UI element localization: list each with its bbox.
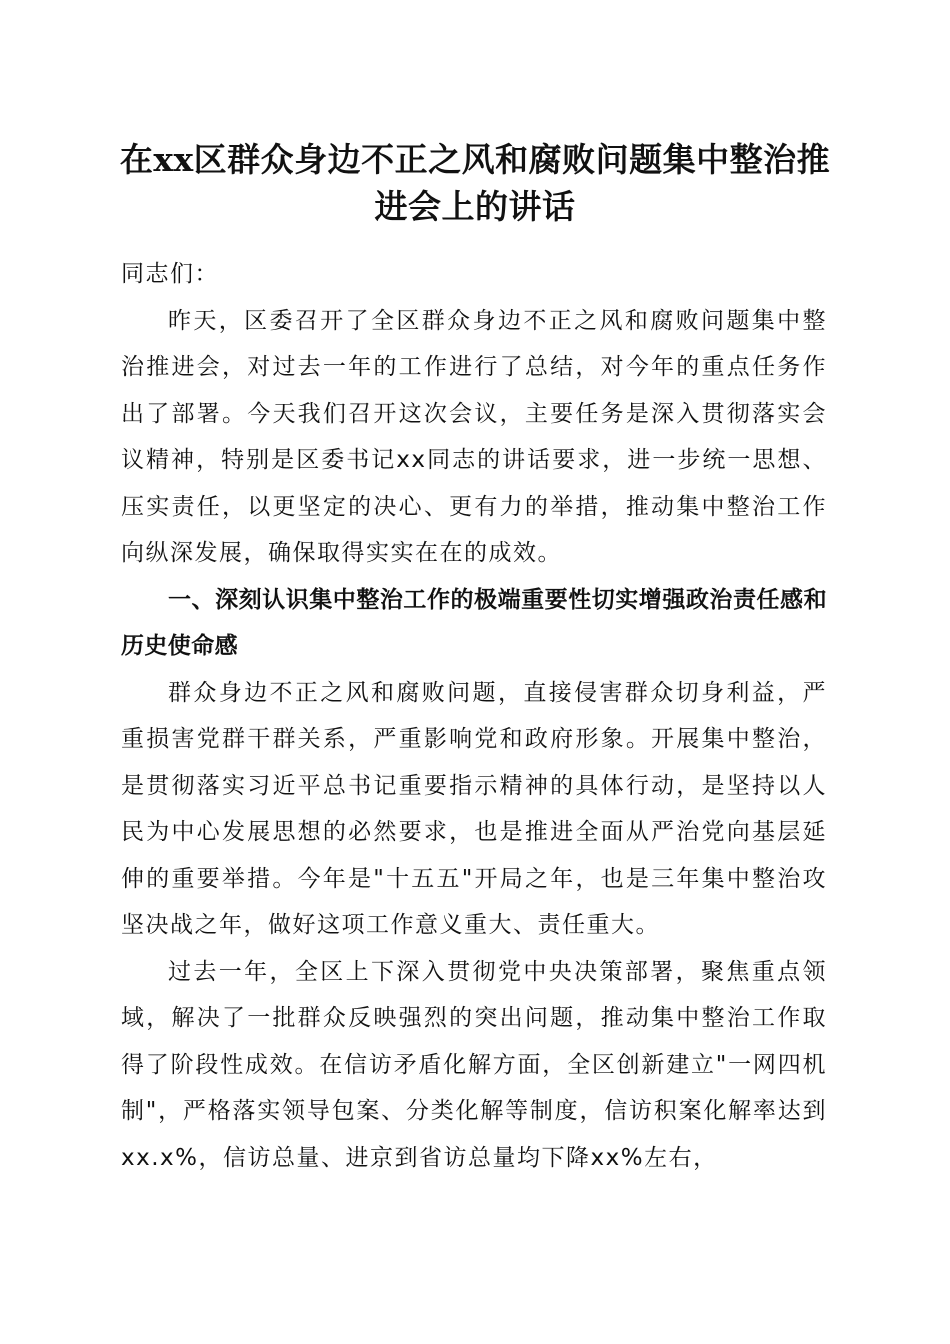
paragraph-intro: 昨天，区委召开了全区群众身边不正之风和腐败问题集中整治推进会，对过去一年的工作进行了总结，对今年的重点任务作出了部署。今天我们召开这次会议，主要任务是深入贯彻落实会议精神，特别是区委书记xx同志的讲话要求，进一步统一思想、压实责任，以更坚定的决心、更有力的举措，推动集中整治工作向纵深发展，确保取得实实在在的成效。	[121, 307, 827, 566]
section-heading-1: 一、深刻认识集中整治工作的极端重要性切实增强政治责任感和历史使命感	[121, 586, 827, 659]
paragraph-significance: 群众身边不正之风和腐败问题，直接侵害群众切身利益，严重损害党群干群关系，严重影响党和政府形象。开展集中整治，是贯彻落实习近平总书记重要指示精神的具体行动，是坚持以人民为中心发展思想的必然要求，也是推进全面从严治党向基层延伸的重要举措。今年是"十五五"开局之年，也是三年集中整治攻坚决战之年，做好这项工作意义重大、责任重大。	[121, 679, 827, 938]
salutation: 同志们：	[121, 261, 219, 287]
document-title: 在xx区群众身边不正之风和腐败问题集中整治推进会上的讲话	[119, 140, 831, 226]
document-body	[121, 251, 827, 1181]
paragraph-past-year: 过去一年，全区上下深入贯彻党中央决策部署，聚焦重点领域，解决了一批群众反映强烈的突出问题，推动集中整治工作取得了阶段性成效。在信访矛盾化解方面，全区创新建立"一网四机制"，严格落实领导包案、分类化解等制度，信访积案化解率达到xx.x%，信访总量、进京到省访总量均下降xx%左右，	[121, 958, 827, 1171]
